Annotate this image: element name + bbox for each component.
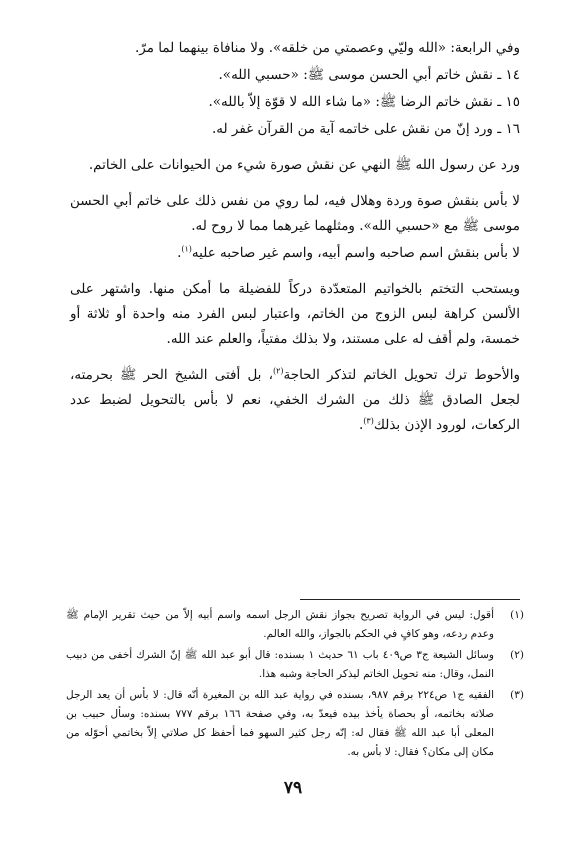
footnote-marker: (٢) — [273, 366, 284, 376]
footnote-text: أقول: ليس في الرواية تصريح بجواز نقش الرجل اسمه واسم أبيه إلاّ من حيث تقرير الإمام ﷺ وعدم ردعه، وهو كافٍ في الحكم بالجواز، والله العالم. — [66, 609, 494, 640]
paragraph: ورد عن رسول الله ﷺ النهي عن نقش صورة شيء من الحيوانات على الخاتم. — [88, 157, 520, 173]
paragraph: ويستحب التختم بالخواتيم المتعدّدة دركاً للفضيلة ما أمكن منها. واشتهر على الألسن كراهة لبس الزوج من الخاتم، واعتبار لبس الفرد منه واحدة أو ثلاثة أو خمسة، ولم أقف له على مستند، ولا بذلك مفتياً، والعلم عند الله. — [70, 281, 520, 347]
paragraph: وفي الرابعة: «الله وليّي وعصمتي من خلقه». ولا منافاة بينهما لما مرّ. — [134, 40, 520, 56]
paragraph: لا بأس بنقش صوة وردة وهلال فيه، لما روي من نفس ذلك على خاتم أبي الحسن موسى ﷺ مع «حسبي الله». ومثلهما غيرهما مما لا روح له. — [70, 193, 520, 234]
page-number: ٧٩ — [283, 778, 303, 798]
paragraph-text: لا بأس بنقش اسم صاحبه واسم أبيه، واسم غير صاحبه عليه — [191, 245, 520, 261]
footnotes — [66, 606, 524, 764]
footnote-text: الفقيه ج١ ص٢٢٤ برقم ٩٨٧، بسنده في رواية عبد الله بن المغيرة أنّه قال: لا بأس أن يعد الرجل صلاته بخاتمه، أو بحصاة يأخذ بيده فيعدّ به، وفي صفحة ١٦٦ برقم ٧٧٧ بسنده: وسأل حبيب بن المعلى أبا عبد الله ﷺ فقال له: إنّه رجل كثير السهو فما أحفظ كل صلاتي إلاّ بخاتمي أحوّله من مكان إلى مكان؟ فقال: لا بأس به. — [66, 689, 495, 758]
footnote-number: (٣) — [510, 689, 524, 701]
main-text — [70, 36, 520, 449]
footnote-number: (٢) — [510, 649, 524, 661]
footnote — [66, 606, 524, 644]
paragraph: ١٦ ـ ورد إنّ من نقش على خاتمه آية من القرآن غفر له. — [211, 121, 520, 137]
footnote-divider — [300, 599, 520, 600]
footnote-marker: (٣) — [363, 416, 374, 426]
paragraph: لا بأس بنقش اسم صاحبه واسم أبيه، واسم غير صاحبه عليه$^{(١)}$. — [177, 244, 520, 261]
footnote — [66, 686, 524, 762]
paragraph: والأحوط ترك تحويل الخاتم لتذكر الحاجة$^{(٢)}$، بل أفتى الشيخ الحر ﷺ بحرمته، لجعل الصادق ﷺ ذلك من الشرك الخفي، نعم لا بأس بالتحويل لضبط عدد الركعات، لورود الإذن بذلك$^{(٣)}$. — [70, 366, 520, 433]
paragraph-text: والأحوط ترك تحويل الخاتم لتذكر الحاجة — [283, 367, 520, 383]
footnote-number: (١) — [510, 609, 524, 621]
paragraph: ١٤ ـ نقش خاتم أبي الحسن موسى ﷺ: «حسبي الله». — [218, 67, 520, 83]
paragraph-text: ، بل أفتى الشيخ الحر ﷺ بحرمته، لجعل الصادق ﷺ ذلك من الشرك الخفي، نعم لا بأس بالتحويل لضبط عدد الركعات، لورود الإذن بذلك — [70, 367, 520, 433]
paragraph: ١٥ ـ نقش خاتم الرضا ﷺ: «ما شاء الله لا قوّة إلاّ بالله». — [208, 94, 520, 110]
footnote-marker: (١) — [181, 244, 192, 254]
footnote-text: وسائل الشيعة ج٣ ص٤٠٩ باب ٦١ حديث ١ بسنده: قال أبو عبد الله ﷺ إنّ الشرك أخفى من دبيب النمل، وقال: منه تحويل الخاتم ليذكر الحاجة وشبه هذا. — [66, 649, 494, 680]
footnote — [66, 646, 524, 684]
